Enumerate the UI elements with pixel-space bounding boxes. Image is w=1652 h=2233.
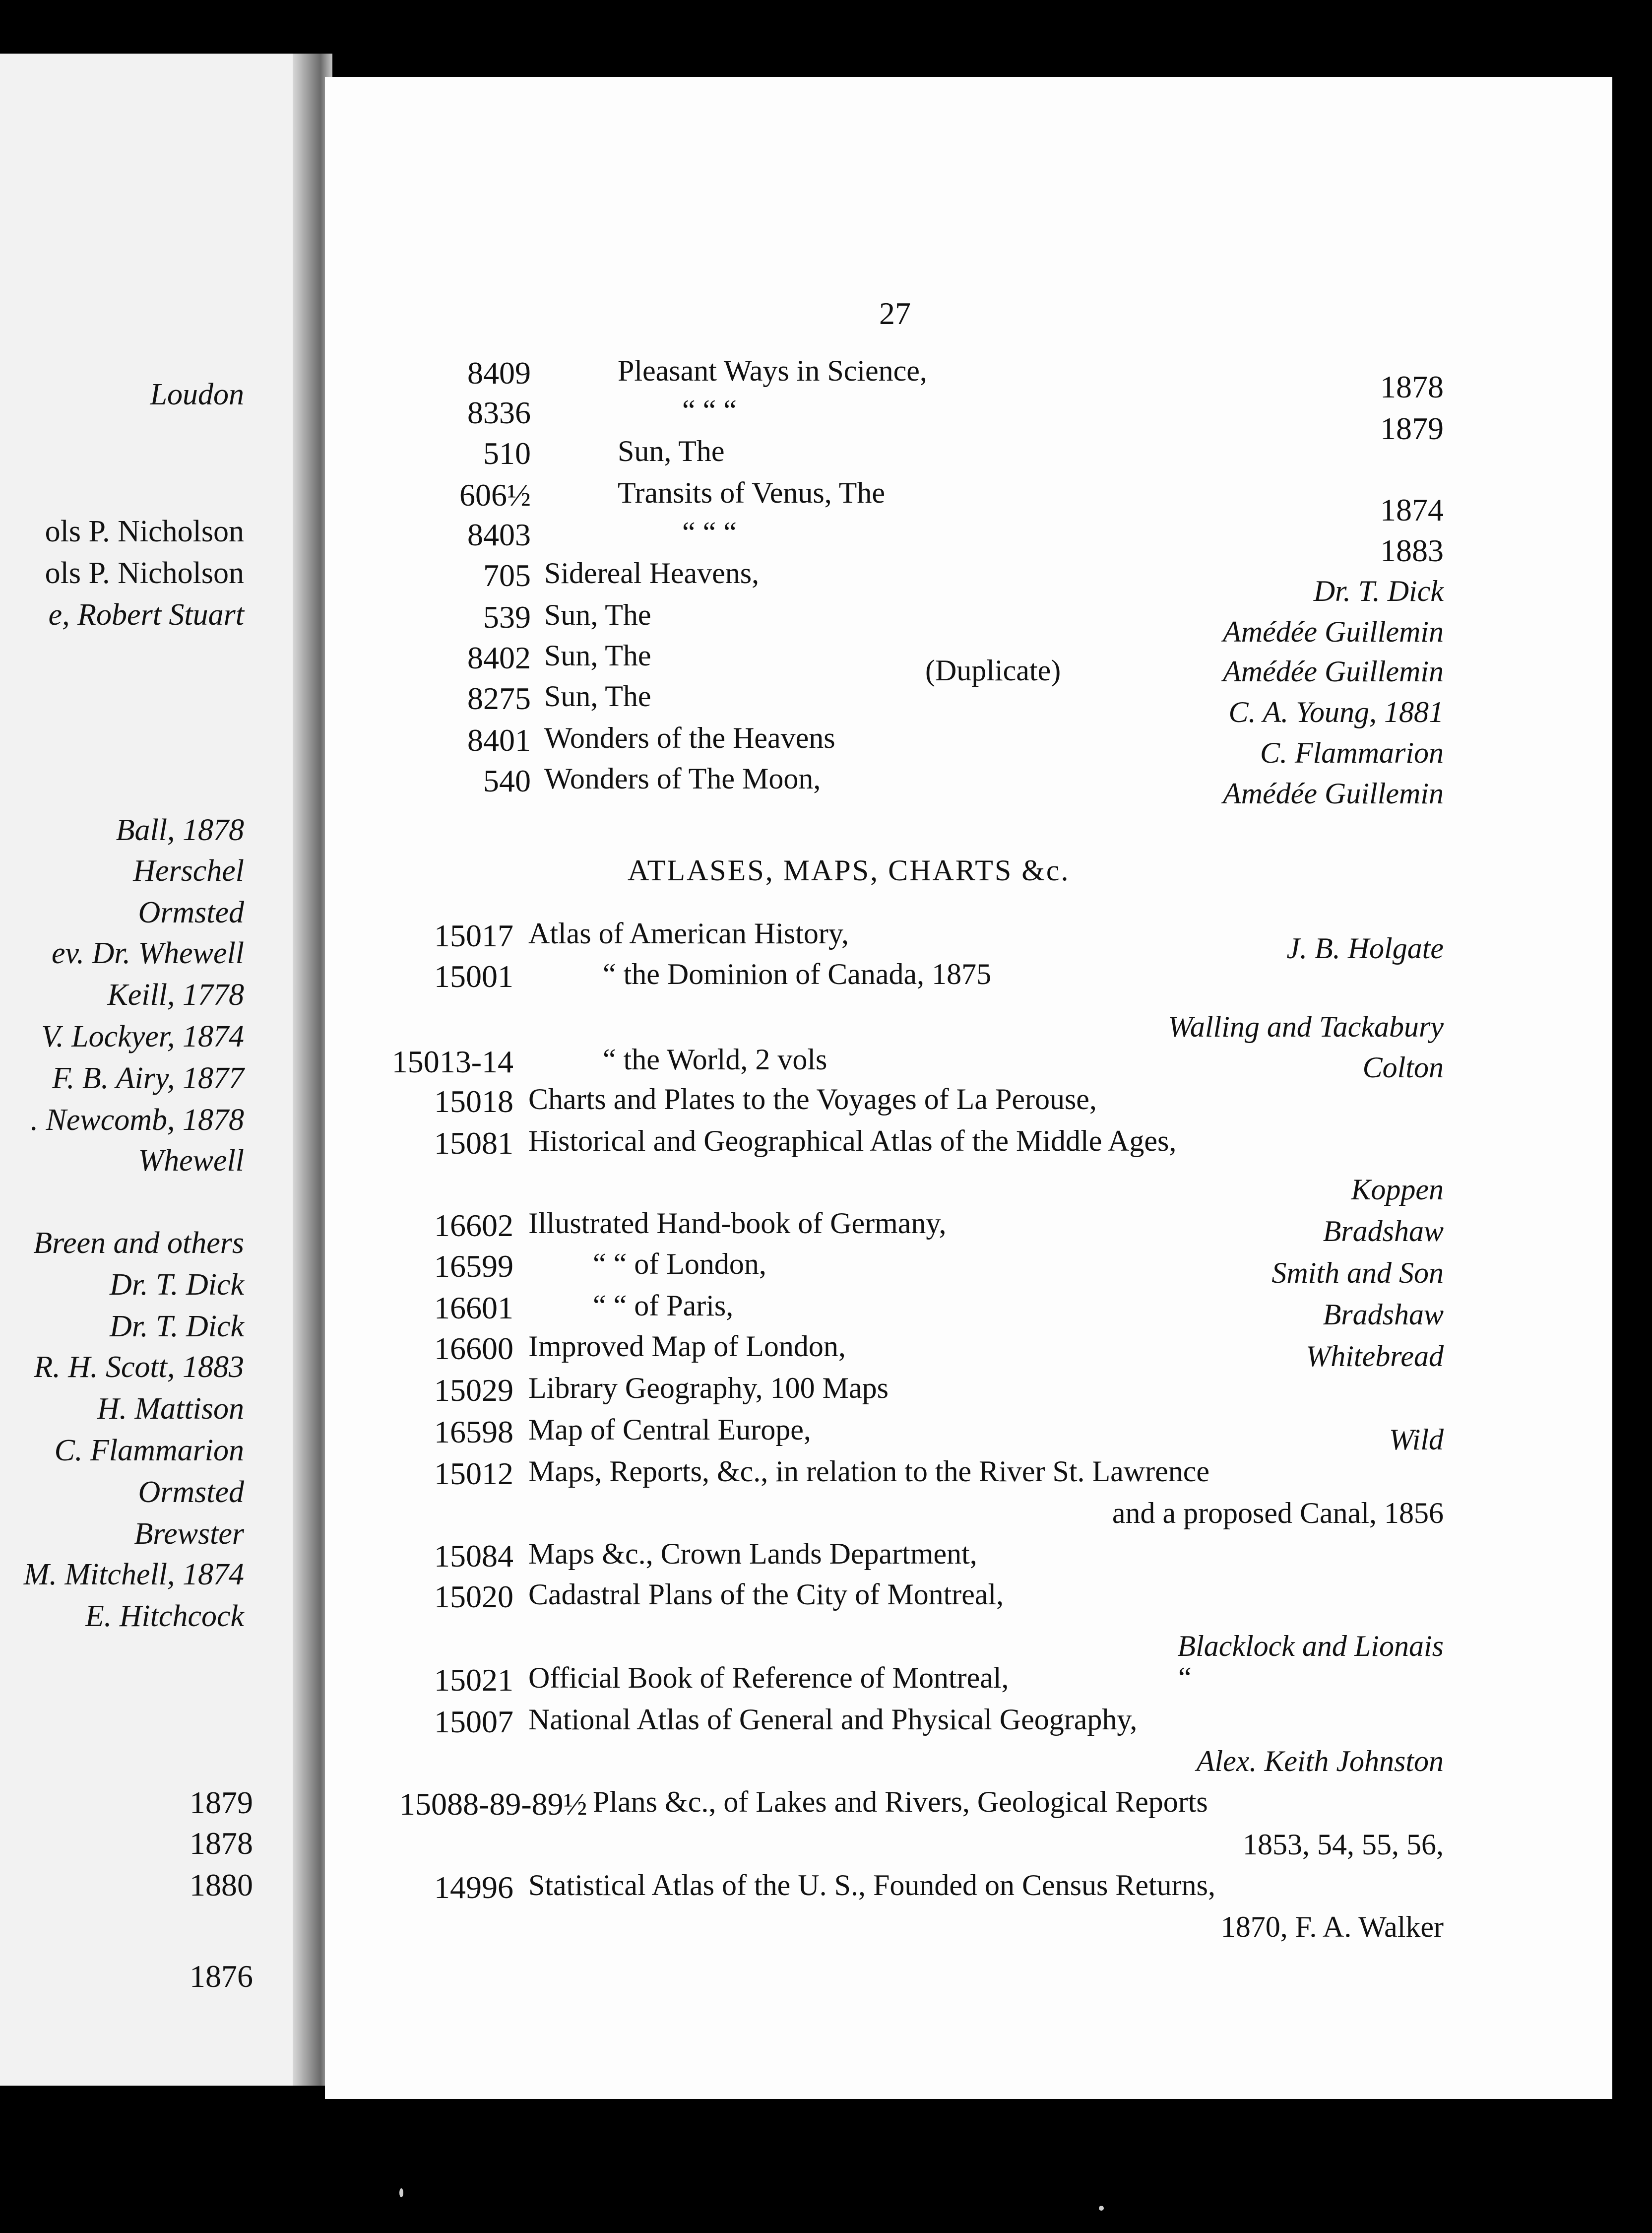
entry-title: “ “ of Paris, [593,1289,734,1322]
entry-right: Smith and Son [1271,1256,1444,1289]
entry-number: 15084 [434,1538,513,1574]
entry-number: 15018 [434,1084,513,1119]
entry-title: “ “ of London, [593,1248,766,1280]
left-year: 1878 [190,1826,253,1861]
duplicate-note: (Duplicate) [925,654,1061,687]
entry-right: C. Flammarion [1260,736,1444,769]
entry-title: “ “ “ [682,394,737,427]
left-line: F. B. Airy, 1877 [52,1061,244,1095]
left-line: Dr. T. Dick [110,1268,244,1302]
left-line: E. Hitchcock [85,1599,244,1633]
entry-title: Improved Map of London, [528,1330,846,1363]
entry-title: Illustrated Hand-book of Germany, [528,1207,947,1240]
entry-number: 15081 [434,1125,513,1161]
entry-title: Sun, The [544,639,651,672]
scan-speck [1099,2206,1104,2211]
left-line: Loudon [150,378,244,411]
entry-title: Maps &c., Crown Lands Department, [528,1537,977,1570]
entry-number: 8403 [467,517,531,552]
entry-number: 16598 [434,1414,513,1449]
entry-number: 8401 [467,722,531,758]
entry-number: 15007 [434,1704,513,1739]
entry-number: 15029 [434,1373,513,1408]
entry-right: C. A. Young, 1881 [1228,696,1444,728]
left-line: ev. Dr. Whewell [52,936,244,970]
left-line: e, Robert Stuart [48,598,244,632]
entry-number: 16599 [434,1248,513,1284]
entry-title: Official Book of Reference of Montreal, [528,1661,1009,1694]
entry-right: 1883 [1380,533,1444,568]
entry-title: Historical and Geographical Atlas of the Middle Ages, [528,1124,1177,1157]
entry-title: “ “ “ [682,516,737,549]
entry-right: 1874 [1380,492,1444,527]
left-line: R. H. Scott, 1883 [34,1350,244,1384]
section-heading: ATLASES, MAPS, CHARTS &c. [628,854,1070,887]
entry-right: 1870, F. A. Walker [1220,1910,1444,1943]
entry-number: 16600 [434,1331,513,1366]
entry-right: J. B. Holgate [1286,932,1444,965]
entry-right: Amédée Guillemin [1223,655,1444,688]
entry-number: 8336 [467,395,531,430]
entry-right: Wild [1389,1423,1444,1456]
entry-title: Maps, Reports, &c., in relation to the River St. Lawrence [528,1455,1209,1488]
left-line: Brewster [134,1517,244,1551]
left-line: Ormsted [138,1475,244,1509]
entry-number: 16602 [434,1208,513,1243]
left-year: 1879 [190,1785,253,1820]
entry-title: Map of Central Europe, [528,1413,811,1446]
entry-title: Transits of Venus, The [618,476,885,509]
entry-number: 15013-14 [391,1044,513,1079]
entry-number: 15001 [434,959,513,994]
entry-title: Wonders of the Heavens [544,722,835,754]
left-year: 1876 [190,1959,253,1994]
entry-title: Sun, The [544,680,651,713]
entry-number: 8409 [467,355,531,391]
entry-number: 15012 [434,1456,513,1491]
entry-title: Statistical Atlas of the U. S., Founded on Census Returns, [528,1869,1215,1902]
left-line: . Newcomb, 1878 [30,1103,244,1137]
right-page [325,77,1612,2099]
left-line: Ormsted [138,896,244,929]
entry-title: Charts and Plates to the Voyages of La Perouse, [528,1083,1097,1116]
entry-title: National Atlas of General and Physical Geography, [528,1703,1138,1736]
entry-title: Sun, The [544,598,651,631]
entry-right: 1879 [1380,411,1444,446]
entry-right: Koppen [1351,1173,1444,1206]
entry-right: Bradshaw [1323,1215,1444,1248]
entry-right: Dr. T. Dick [1313,575,1444,607]
entry-right: Whitebread [1306,1340,1444,1373]
entry-number: 8275 [467,681,531,716]
left-line: H. Mattison [97,1392,244,1426]
entry-right: Amédée Guillemin [1223,615,1444,648]
entry-number: 510 [483,436,531,471]
entry-number: 14996 [434,1870,513,1905]
entry-right: 1878 [1380,369,1444,404]
entry-number: 606½ [459,477,531,513]
entry-title: Plans &c., of Lakes and Rivers, Geological Reports [593,1785,1208,1818]
left-line: C. Flammarion [54,1434,244,1467]
entry-number: 705 [483,558,531,593]
entry-title: Cadastral Plans of the City of Montreal, [528,1578,1004,1611]
entry-title: Wonders of The Moon, [544,762,821,795]
ditto-mark: “ [1178,1661,1192,1694]
left-line: ols P. Nicholson [45,515,244,548]
left-facing-page [0,54,310,2086]
entry-right: Alex. Keith Johnston [1196,1745,1444,1777]
entry-right: Bradshaw [1323,1298,1444,1331]
left-line: Ball, 1878 [116,813,244,847]
left-line: Keill, 1778 [107,978,244,1012]
entry-title: Atlas of American History, [528,917,849,950]
left-line: Whewell [138,1144,244,1178]
left-line: ols P. Nicholson [45,556,244,590]
entry-number: 15088-89-89½ [399,1786,587,1822]
entry-right: Walling and Tackabury [1168,1010,1444,1043]
entry-right: Blacklock and Lionais [1177,1630,1444,1662]
page-number: 27 [879,296,911,331]
entry-title: “ the Dominion of Canada, 1875 [603,958,992,990]
entry-right: and a proposed Canal, 1856 [1112,1497,1444,1529]
entry-number: 16601 [434,1290,513,1325]
entry-title: Sun, The [618,435,725,467]
entry-number: 15021 [434,1662,513,1698]
left-line: M. Mitchell, 1874 [23,1558,244,1591]
left-line: V. Lockyer, 1874 [41,1020,244,1053]
left-line: Herschel [133,854,244,888]
entry-title: Library Geography, 100 Maps [528,1372,889,1404]
left-line: Breen and others [33,1226,244,1260]
left-year: 1880 [190,1867,253,1903]
entry-right: Colton [1362,1051,1444,1084]
entry-number: 540 [483,763,531,798]
entry-number: 15020 [434,1579,513,1614]
left-line: Dr. T. Dick [110,1310,244,1343]
entry-number: 15017 [434,918,513,953]
entry-right: 1853, 54, 55, 56, [1243,1828,1444,1861]
entry-number: 539 [483,599,531,635]
entry-title: Pleasant Ways in Science, [618,354,927,387]
entry-right: Amédée Guillemin [1223,777,1444,810]
entry-number: 8402 [467,640,531,675]
scan-speck [399,2188,403,2197]
entry-title: “ the World, 2 vols [603,1043,827,1076]
entry-title: Sidereal Heavens, [544,557,760,590]
